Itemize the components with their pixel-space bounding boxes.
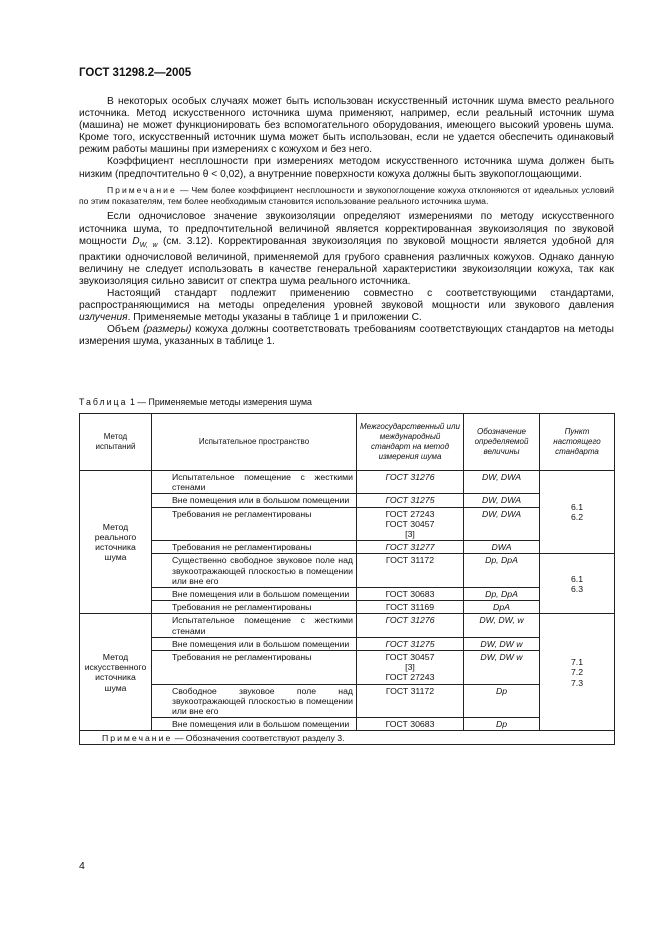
standard-cell: ГОСТ 30683 <box>357 718 464 731</box>
p3-subscript: W, w <box>139 241 158 249</box>
space-cell: Требования не регламентированы <box>152 651 357 685</box>
table-row <box>80 684 615 718</box>
table-caption-text: 1 — Применяемые методы измерения шума <box>127 397 312 407</box>
standard-cell: ГОСТ 31172 <box>357 684 464 718</box>
note-1-label: Примечание <box>107 184 177 195</box>
table-row <box>80 471 615 494</box>
note-1-text: — Чем более коэффициент несплошности и звукопоглощение кожуха отклоняются от идеальных условий по этим показателям, тем более необходимым становится использование реального источника шума. <box>79 184 614 207</box>
table-note-text: — Обозначения соответствуют разделу 3. <box>172 732 345 743</box>
table-caption-label: Таблица <box>79 397 128 407</box>
p5-part-a: Объем <box>107 324 144 336</box>
space-cell: Требования не регламентированы <box>152 601 357 614</box>
space-cell: Вне помещения или в большом помещении <box>152 637 357 650</box>
symbol-cell: Dp <box>464 684 540 718</box>
table-row <box>80 507 615 541</box>
symbol-cell: DW, DWA <box>464 507 540 541</box>
standard-cell: ГОСТ 31275 <box>357 494 464 507</box>
symbol-cell: Dp, DpA <box>464 554 540 588</box>
p4-part-b: . Применяемые методы указаны в таблице 1 и приложении С. <box>127 312 422 324</box>
space-cell: Испытательное помещение с жесткими стенами <box>152 614 357 637</box>
table-row <box>80 494 615 507</box>
page-number: 4 <box>79 860 85 872</box>
table-row <box>80 637 615 650</box>
clause-cell-c: 7.1 7.2 7.3 <box>540 614 615 731</box>
page-header: ГОСТ 31298.2—2005 <box>79 67 192 79</box>
space-cell: Существенно свободное звуковое поле над звукоотражающей плоскостью в помещении или вне его <box>152 554 357 588</box>
symbol-cell: Dp <box>464 718 540 731</box>
standard-cell: ГОСТ 31275 <box>357 637 464 650</box>
table-note-label: Примечание <box>102 732 173 743</box>
p4-part-a: Настоящий стандарт подлежит применению совместно с соответствующими стандартами, распространяющимися на методы определения уровней звуковой мощности или звукового давления <box>79 288 614 312</box>
symbol-cell: DW, DWA <box>464 471 540 494</box>
standard-cell: ГОСТ 31276 <box>357 614 464 637</box>
paragraph-artificial-source: В некоторых особых случаях может быть использован искусственный источник шума вместо реального источника. Метод искусственного источника шума применяют, например, если реальный источник шума (машина) не может функционировать без вспомогательного оборудования, имеющего высокий уровень шума. Кроме того, искусственный источник шума может быть использован, если не удается обеспечить одинаковый режим работы машины при измерениях с кожухом и без него. <box>79 96 614 156</box>
space-cell: Требования не регламентированы <box>152 541 357 554</box>
symbol-cell: Dp, DpA <box>464 588 540 601</box>
space-cell: Вне помещения или в большом помещении <box>152 588 357 601</box>
method-artificial-source: Метод искусственного источника шума <box>80 614 152 731</box>
header-method: Метод испытаний <box>80 414 152 471</box>
standard-cell: ГОСТ 27243 ГОСТ 30457 [3] <box>357 507 464 541</box>
paragraph-applicability <box>79 288 614 324</box>
standard-cell: ГОСТ 31169 <box>357 601 464 614</box>
table-row <box>80 614 615 637</box>
space-cell: Вне помещения или в большом помещении <box>152 718 357 731</box>
p3-part-a: Если одночисловое значение звукоизоляции определяют измерениями по методу искусственного источника шума, то предпочтительной величиной является корректированная звукоизоляция по звуковой мощности <box>79 211 614 247</box>
note-1 <box>79 185 614 208</box>
standard-cell: ГОСТ 31277 <box>357 541 464 554</box>
space-cell: Свободное звуковое поле над звукоотражающей плоскостью в помещении или вне его <box>152 684 357 718</box>
symbol-cell: DWA <box>464 541 540 554</box>
p3-symbol: D <box>132 235 140 247</box>
p4-italic: излучения <box>79 312 128 324</box>
paragraph-single-number <box>79 211 614 288</box>
table-note-row <box>80 731 615 745</box>
paragraph-leakage-coefficient: Коэффициент несплошности при измерениях методом искусственного источника шума должен быть низким (предпочтительно θ < 0,02), а внутренние поверхности кожуха должны быть звукопоглощающими. <box>79 156 614 180</box>
header-symbol: Обозначение определяемой величины <box>464 414 540 471</box>
method-real-source: Метод реального источника шума <box>80 471 152 614</box>
symbol-cell: DW, DW w <box>464 637 540 650</box>
standard-cell: ГОСТ 30683 <box>357 588 464 601</box>
symbol-cell: DpA <box>464 601 540 614</box>
clause-cell-b: 6.1 6.3 <box>540 554 615 614</box>
table-caption <box>79 397 312 407</box>
table-row <box>80 651 615 685</box>
clause-cell-a: 6.1 6.2 <box>540 471 615 554</box>
space-cell: Требования не регламентированы <box>152 507 357 541</box>
p3-part-b: (см. 3.12). Корректированная звукоизоляция по звуковой мощности является удобной для практики одночисловой величиной, применяемой для грубого сравнения различных кожухов. Однако данную величину не следует использовать в качестве генеральной характеристики звукоизоляции кожуха, так как звукоизоляция сильно зависит от спектра шума реального источника. <box>79 235 615 287</box>
table-header-row <box>80 414 615 471</box>
header-clause: Пункт настоящего стандарта <box>540 414 615 471</box>
standard-cell: ГОСТ 31172 <box>357 554 464 588</box>
table-row <box>80 601 615 614</box>
table-row <box>80 718 615 731</box>
table-row <box>80 554 615 588</box>
symbol-cell: DW, DW, w <box>464 614 540 637</box>
standard-cell: ГОСТ 31276 <box>357 471 464 494</box>
body-text <box>79 96 614 349</box>
p5-part-b: кожуха должны соответствовать требованиям соответствующих стандартов на методы измерения шума, указанных в таблице 1. <box>79 324 614 348</box>
standard-cell: ГОСТ 30457 [3] ГОСТ 27243 <box>357 651 464 685</box>
symbol-cell: DW, DWA <box>464 494 540 507</box>
symbol-cell: DW, DW w <box>464 651 540 685</box>
table-note <box>80 731 615 745</box>
paragraph-volume <box>79 324 614 348</box>
methods-table <box>79 413 615 745</box>
header-standard: Межгосударственный или международный стандарт на метод измерения шума <box>357 414 464 471</box>
table-row <box>80 588 615 601</box>
space-cell: Вне помещения или в большом помещении <box>152 494 357 507</box>
table-row <box>80 541 615 554</box>
space-cell: Испытательное помещение с жесткими стенами <box>152 471 357 494</box>
header-space: Испытательное пространство <box>152 414 357 471</box>
p5-italic: (размеры) <box>143 324 192 336</box>
